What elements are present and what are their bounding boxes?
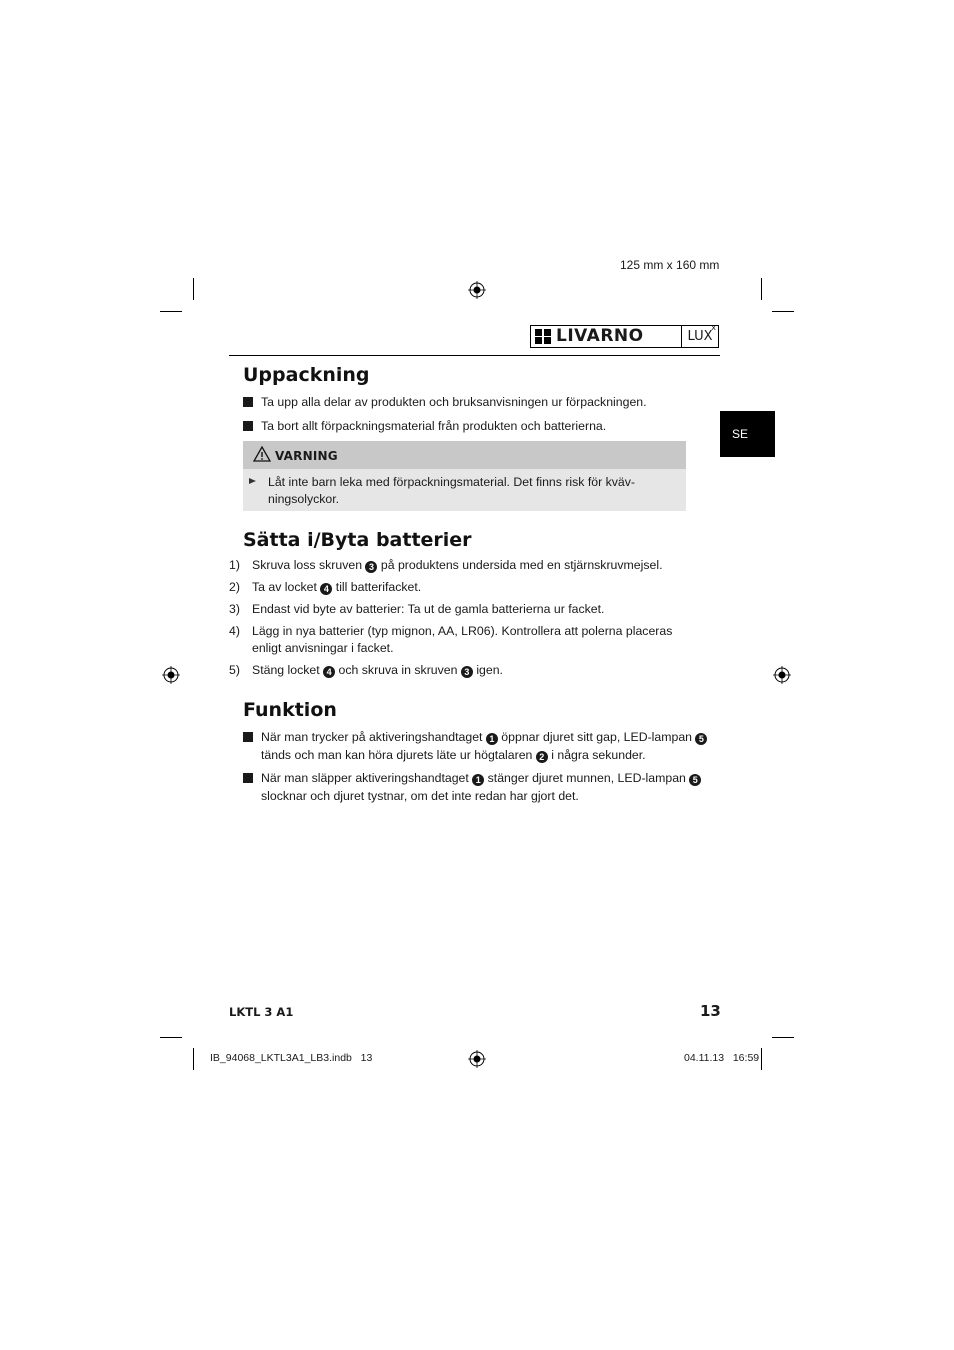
- crop-mark: [761, 278, 762, 300]
- list-item-text: tänds och man kan höra djurets läte ur högtalaren: [261, 748, 533, 762]
- header-rule: [229, 355, 720, 356]
- page-number: 13: [700, 1002, 721, 1020]
- step-text: Lägg in nya batterier (typ mignon, AA, LR06). Kontrollera att polerna placeras: [252, 624, 673, 638]
- logo-mark-text: x: [711, 323, 716, 332]
- list-item-text: Ta bort allt förpackningsmaterial från produkten och batterierna.: [261, 419, 607, 433]
- part-reference-badge: 3: [365, 561, 377, 573]
- dimensions-label: 125 mm x 160 mm: [620, 258, 720, 272]
- crop-mark: [761, 1048, 762, 1070]
- bullet-square-icon: [243, 732, 253, 742]
- step-text: Skruva loss skruven: [252, 558, 363, 572]
- registration-mark-icon: [773, 666, 791, 684]
- date-slug: 04.11.13 16:59: [684, 1052, 760, 1064]
- list-item: [229, 662, 709, 679]
- bullet-square-icon: [243, 773, 253, 783]
- step-text: igen.: [476, 663, 503, 677]
- list-item: [229, 601, 709, 618]
- step-text: och skruva in skruven: [338, 663, 458, 677]
- warning-triangle-icon: [253, 446, 271, 462]
- step-number: 3): [229, 602, 240, 616]
- part-reference-badge: 5: [695, 733, 707, 745]
- language-tab: [720, 411, 775, 457]
- bullet-square-icon: [243, 421, 253, 431]
- bullet-square-icon: [243, 397, 253, 407]
- section-title-batterier: Sätta i/Byta batterier: [243, 529, 472, 551]
- warning-header: [243, 441, 686, 469]
- registration-mark-icon: [468, 1050, 486, 1068]
- list-item-text: När man släpper aktiveringshandtaget: [261, 771, 469, 785]
- brand-logo: [530, 325, 719, 349]
- list-item-text: öppnar djuret sitt gap, LED-lampan: [501, 730, 693, 744]
- list-item-text: När man trycker på aktiveringshandtaget: [261, 730, 483, 744]
- list-item: [243, 728, 713, 764]
- logo-sub-text: LUX: [687, 329, 713, 344]
- warning-text: [268, 474, 668, 508]
- list-item-text: Ta upp alla delar av produkten och bruksanvisningen ur förpackningen.: [261, 395, 647, 409]
- list-item: [243, 769, 713, 805]
- crop-mark: [193, 1048, 194, 1070]
- part-reference-badge: 1: [486, 733, 498, 745]
- step-number: 5): [229, 663, 240, 677]
- step-text: på produktens undersida med en stjärnskruvmejsel.: [380, 558, 663, 572]
- file-slug: IB_94068_LKTL3A1_LB3.indb 13: [210, 1052, 373, 1064]
- list-item: [243, 393, 713, 411]
- step-text: Stäng locket: [252, 663, 320, 677]
- crop-mark: [772, 311, 794, 312]
- part-reference-badge: 1: [472, 774, 484, 786]
- list-item: [229, 557, 709, 574]
- model-number: LKTL 3 A1: [229, 1005, 294, 1019]
- logo-mark-icon: [535, 329, 552, 344]
- part-reference-badge: 3: [461, 666, 473, 678]
- section-title-funktion: Funktion: [243, 699, 337, 721]
- crop-mark: [160, 1037, 182, 1038]
- list-item: [229, 579, 709, 596]
- step-text: Ta av locket: [252, 580, 317, 594]
- list-item: [229, 623, 709, 657]
- crop-mark: [772, 1037, 794, 1038]
- warning-line: ningsolyckor.: [268, 492, 340, 506]
- step-number: 1): [229, 558, 240, 572]
- list-item: [243, 417, 713, 435]
- warning-line: Låt inte barn leka med förpackningsmaterial. Det finns risk för kväv-: [268, 475, 636, 489]
- step-number: 2): [229, 580, 240, 594]
- step-number: 4): [229, 624, 240, 638]
- warning-title: VARNING: [275, 449, 338, 463]
- registration-mark-icon: [162, 666, 180, 684]
- logo-brand-text: LIVARNO: [556, 326, 644, 346]
- step-text: enligt anvisningar i facket.: [252, 641, 394, 655]
- language-tab-label: SE: [732, 427, 749, 441]
- list-item-text: stänger djuret munnen, LED-lampan: [487, 771, 686, 785]
- step-text: till batterifacket.: [335, 580, 422, 594]
- part-reference-badge: 4: [320, 583, 332, 595]
- section-title-uppackning: Uppackning: [243, 364, 370, 386]
- part-reference-badge: 2: [536, 751, 548, 763]
- part-reference-badge: 5: [689, 774, 701, 786]
- arrow-right-icon: [249, 478, 256, 484]
- registration-mark-icon: [468, 281, 486, 299]
- step-text: Endast vid byte av batterier: Ta ut de gamla batterierna ur facket.: [252, 602, 605, 616]
- part-reference-badge: 4: [323, 666, 335, 678]
- list-item-text: i några sekunder.: [551, 748, 646, 762]
- list-item-text: slocknar och djuret tystnar, om det inte redan har gjort det.: [261, 789, 579, 803]
- crop-mark: [160, 311, 182, 312]
- warning-box: [243, 441, 686, 511]
- crop-mark: [193, 278, 194, 300]
